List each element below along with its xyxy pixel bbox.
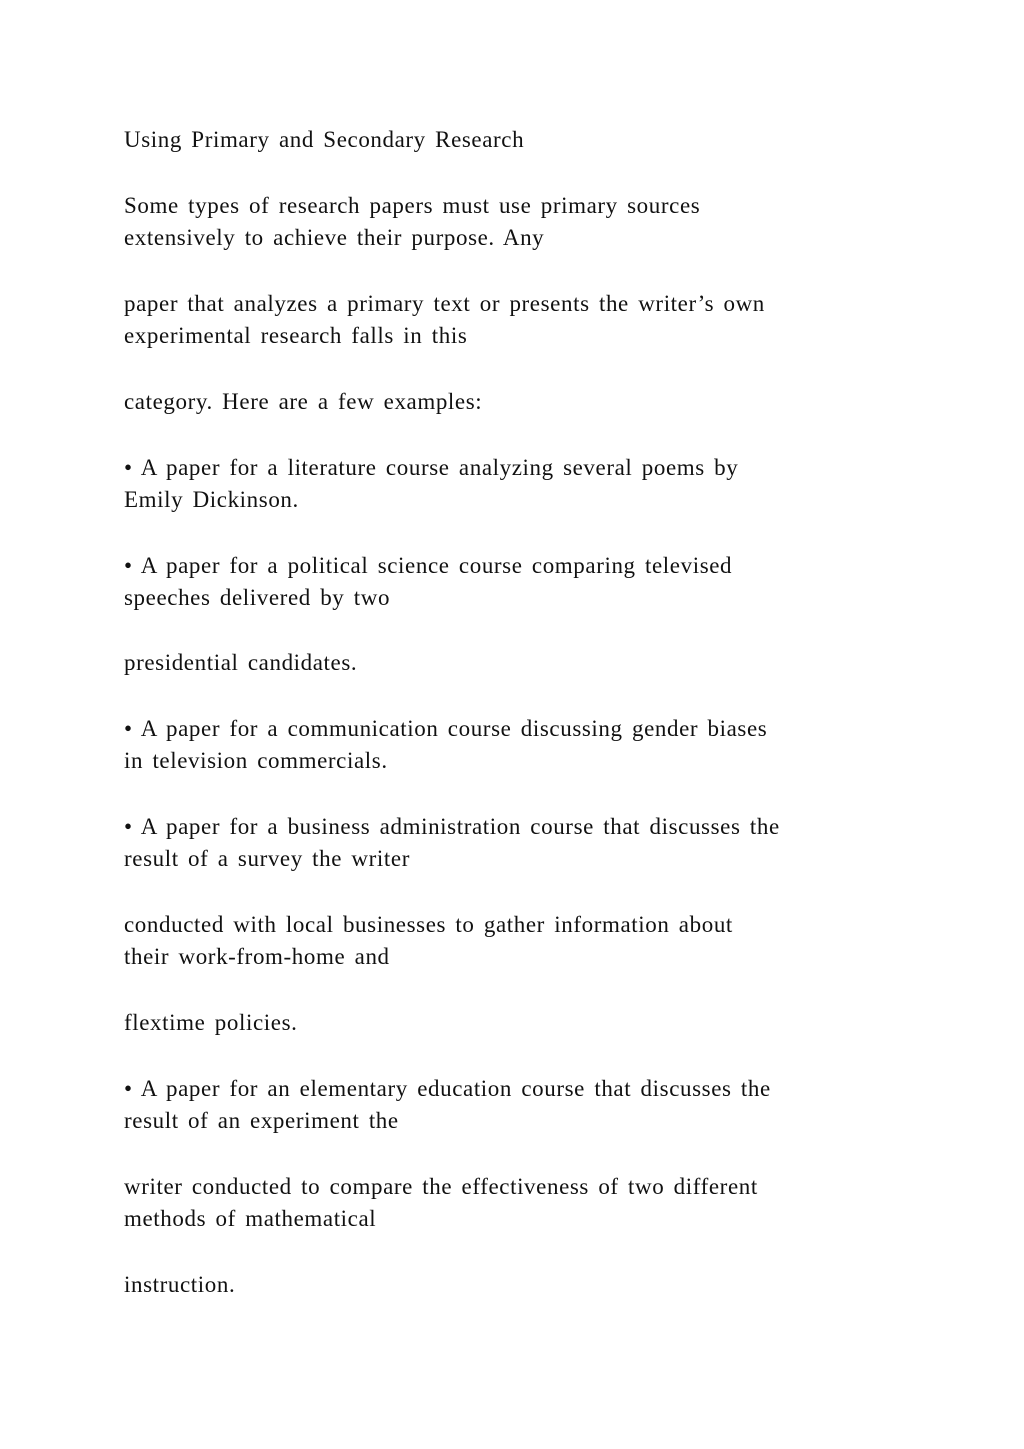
body-line: conducted with local businesses to gather information about [124,912,733,937]
body-line: extensively to achieve their purpose. Any [124,225,545,250]
body-line: result of an experiment the [124,1108,399,1133]
body-line: speeches delivered by two [124,585,391,610]
body-line: category. Here are a few examples: [124,389,483,414]
body-line: Some types of research papers must use primary sources [124,193,701,218]
body-line: paper that analyzes a primary text or presents the writer’s own [124,291,765,316]
bullet-line: • A paper for a literature course analyzing several poems by [124,455,739,480]
bullet-line: • A paper for an elementary education course that discusses the [124,1076,771,1101]
body-line: in television commercials. [124,748,388,773]
body-line: methods of mathematical [124,1206,377,1231]
bullet-line: • A paper for a communication course discussing gender biases [124,716,768,741]
body-line: presidential candidates. [124,650,358,675]
bullet-line: • A paper for a business administration course that discusses the [124,814,780,839]
body-line: writer conducted to compare the effectiveness of two different [124,1174,758,1199]
document-title: Using Primary and Secondary Research [124,127,525,152]
body-line: their work-from-home and [124,944,390,969]
body-line: instruction. [124,1272,236,1297]
body-line: result of a survey the writer [124,846,410,871]
body-line: Emily Dickinson. [124,487,299,512]
bullet-line: • A paper for a political science course comparing televised [124,553,733,578]
body-line: experimental research falls in this [124,323,468,348]
body-line: flextime policies. [124,1010,298,1035]
